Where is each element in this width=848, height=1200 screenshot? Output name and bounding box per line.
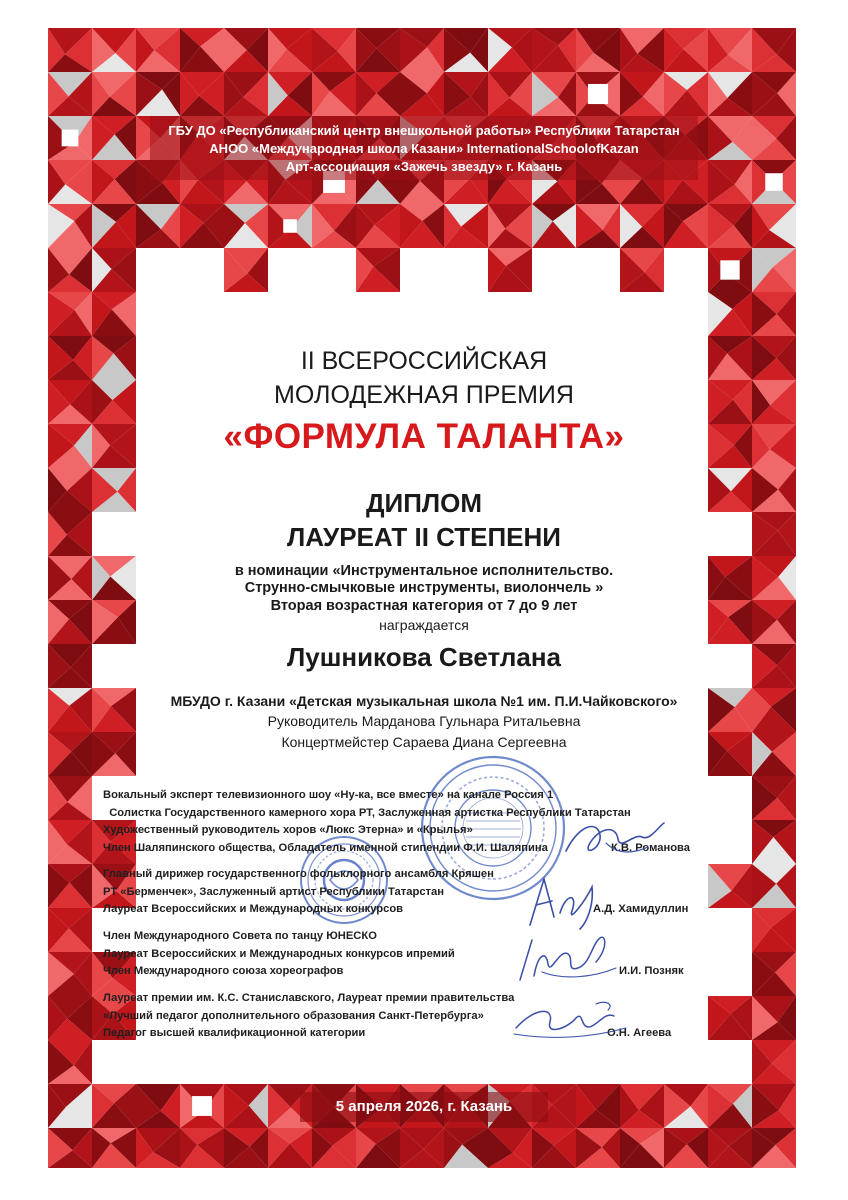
school-name: МБУДО г. Казани «Детская музыкальная школа №1 им. П.И.Чайковского»: [170, 693, 678, 709]
jury-2-credential-line: РТ «Берменчек», Заслуженный артист Республики Татарстан: [103, 885, 444, 898]
jury-2-credential-line: Лауреат Всероссийских и Международных конкурсов: [103, 903, 404, 915]
jury-3-signer-name: И.И. Позняк: [619, 965, 684, 977]
jury-3-credential-line: Член Международного Совета по танцу ЮНЕСКО: [103, 930, 377, 942]
jury-3-credential-line: Лауреат Всероссийских и Международных конкурсов ипремий: [103, 947, 455, 960]
signature-poznyak: [512, 928, 622, 988]
jury-1-credential-line: Солистка Государственного камерного хора РТ, Заслуженная артистка Республики Татарстан: [103, 806, 631, 819]
nomination-line-2: Струнно-смычковые инструменты, виолончель »: [244, 580, 604, 596]
premium-title-line-1: II ВСЕРОССИЙСКАЯ: [300, 347, 548, 375]
laureate-degree: ЛАУРЕАТ II СТЕПЕНИ: [287, 522, 561, 552]
jury-1-credential-line: Член Шаляпинского общества, Обладатель именной стипендии Ф.И. Шаляпина: [103, 841, 548, 854]
jury-1-credential-line: Художественный руководитель хоров «Люкс Этерна» и «Крылья»: [103, 824, 473, 836]
jury-2-signer-name: А.Д. Хамидуллин: [593, 903, 689, 915]
jury-1-credential-line: Вокальный эксперт телевизионного шоу «Ну-ка, все вместе» на канале Россия 1: [103, 789, 554, 801]
jury-4-signer-name: О.Н. Агеева: [607, 1027, 672, 1039]
premium-brand-title: «ФОРМУЛА ТАЛАНТА»: [223, 417, 625, 456]
recipient-name: Лушникова Светлана: [286, 642, 561, 672]
premium-title-line-2: МОЛОДЕЖНАЯ ПРЕМИЯ: [274, 381, 574, 409]
organizer-line-1: ГБУ ДО «Республиканский центр внешкольной работы» Республики Татарстан: [168, 123, 680, 138]
diploma-title: ДИПЛОМ: [365, 488, 483, 518]
jury-4-credential-line: Педагог высшей квалификационной категории: [103, 1027, 366, 1039]
jury-1-signer-name: К.В. Романова: [611, 841, 690, 854]
signature-khamidullin: [520, 873, 610, 933]
signature-ageeva: [510, 998, 630, 1042]
jury-4-credential-line: «Лучший педагог дополнительного образования Санкт-Петербурга»: [103, 1009, 484, 1022]
organizer-line-3: Арт-ассоциация «Зажечь звезду» г. Казань: [285, 159, 563, 174]
jury-3-credential-line: Член Международного союза хореографов: [103, 965, 344, 977]
accompanist-name: Концертмейстер Сараева Диана Сергеевна: [281, 734, 567, 750]
signature-romanova: [560, 813, 670, 868]
teacher-name: Руководитель Марданова Гульнара Ритальевна: [267, 713, 581, 729]
awarded-label: награждается: [379, 617, 469, 633]
organizer-line-2: АНОО «Международная школа Казани» InternationalSchoolofKazan: [209, 141, 639, 156]
nomination-line-1: в номинации «Инструментальное исполнительство.: [234, 563, 614, 579]
jury-4-credential-line: Лауреат премии им. К.С. Станиславского, Лауреат премии правительства: [103, 992, 515, 1004]
issue-date: 5 апреля 2026, г. Казань: [335, 1098, 513, 1115]
jury-2-credential-line: Главный дирижер государственного фольклорного ансамбля Кряшен: [103, 868, 494, 880]
age-category: Вторая возрастная категория от 7 до 9 лет: [270, 598, 578, 614]
